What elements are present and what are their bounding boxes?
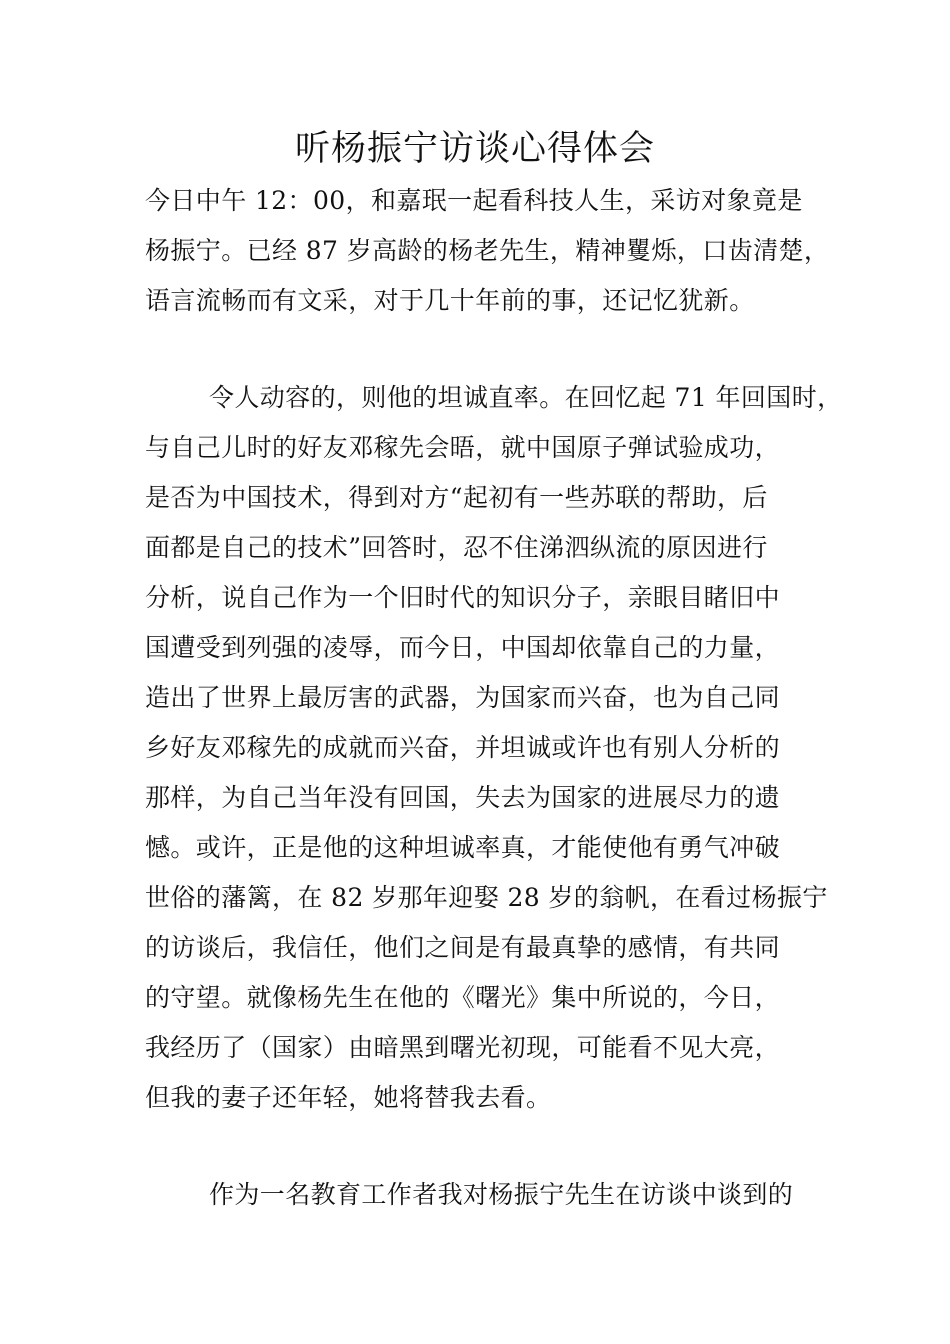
paragraph-2-line-1: 令人动容的，则他的坦诚直率。在回忆起 71 年回国时， [209,383,843,412]
paragraph-2-line-11: 世俗的藩篱，在 82 岁那年迎娶 28 岁的翁帆，在看过杨振宁 [145,883,828,912]
paragraph-1-line-3: 语言流畅而有文采，对于几十年前的事，还记忆犹新。 [145,286,755,315]
document-title: 听杨振宁访谈心得体会 [294,129,655,169]
paragraph-2-line-2: 与自己儿时的好友邓稼先会晤，就中国原子弹试验成功， [145,433,781,462]
paragraph-2-line-13: 的守望。就像杨先生在他的《曙光》集中所说的，今日， [145,983,781,1012]
paragraph-2-line-7: 造出了世界上最厉害的武器，为国家而兴奋，也为自己同 [145,683,781,712]
paragraph-2-line-8: 乡好友邓稼先的成就而兴奋，并坦诚或许也有别人分析的 [145,733,781,762]
paragraph-3-line-1: 作为一名教育工作者我对杨振宁先生在访谈中谈到的 [209,1180,794,1209]
paragraph-1-line-2: 杨振宁。已经 87 岁高龄的杨老先生，精神矍烁，口齿清楚， [145,236,830,265]
paragraph-2-line-12: 的访谈后，我信任，他们之间是有最真挚的感情，有共同 [145,933,781,962]
paragraph-2-line-4: 面都是自己的技术”回答时，忍不住涕泗纵流的原因进行 [145,533,768,562]
paragraph-2-line-3: 是否为中国技术，得到对方“起初有一些苏联的帮助，后 [145,483,768,512]
paragraph-2-line-9: 那样，为自己当年没有回国，失去为国家的进展尽力的遗 [145,783,781,812]
paragraph-2-line-15: 但我的妻子还年轻，她将替我去看。 [145,1083,552,1112]
paragraph-2-line-14: 我经历了（国家）由暗黑到曙光初现，可能看不见大亮， [145,1033,781,1062]
paragraph-2-line-6: 国遭受到列强的凌辱，而今日，中国却依靠自己的力量， [145,633,781,662]
paragraph-2-line-10: 憾。或许，正是他的这种坦诚率真，才能使他有勇气冲破 [145,833,781,862]
paragraph-2-line-5: 分析，说自己作为一个旧时代的知识分子，亲眼目睹旧中 [145,583,781,612]
paragraph-1-line-1: 今日中午 12：00，和嘉珉一起看科技人生，采访对象竟是 [145,186,803,215]
